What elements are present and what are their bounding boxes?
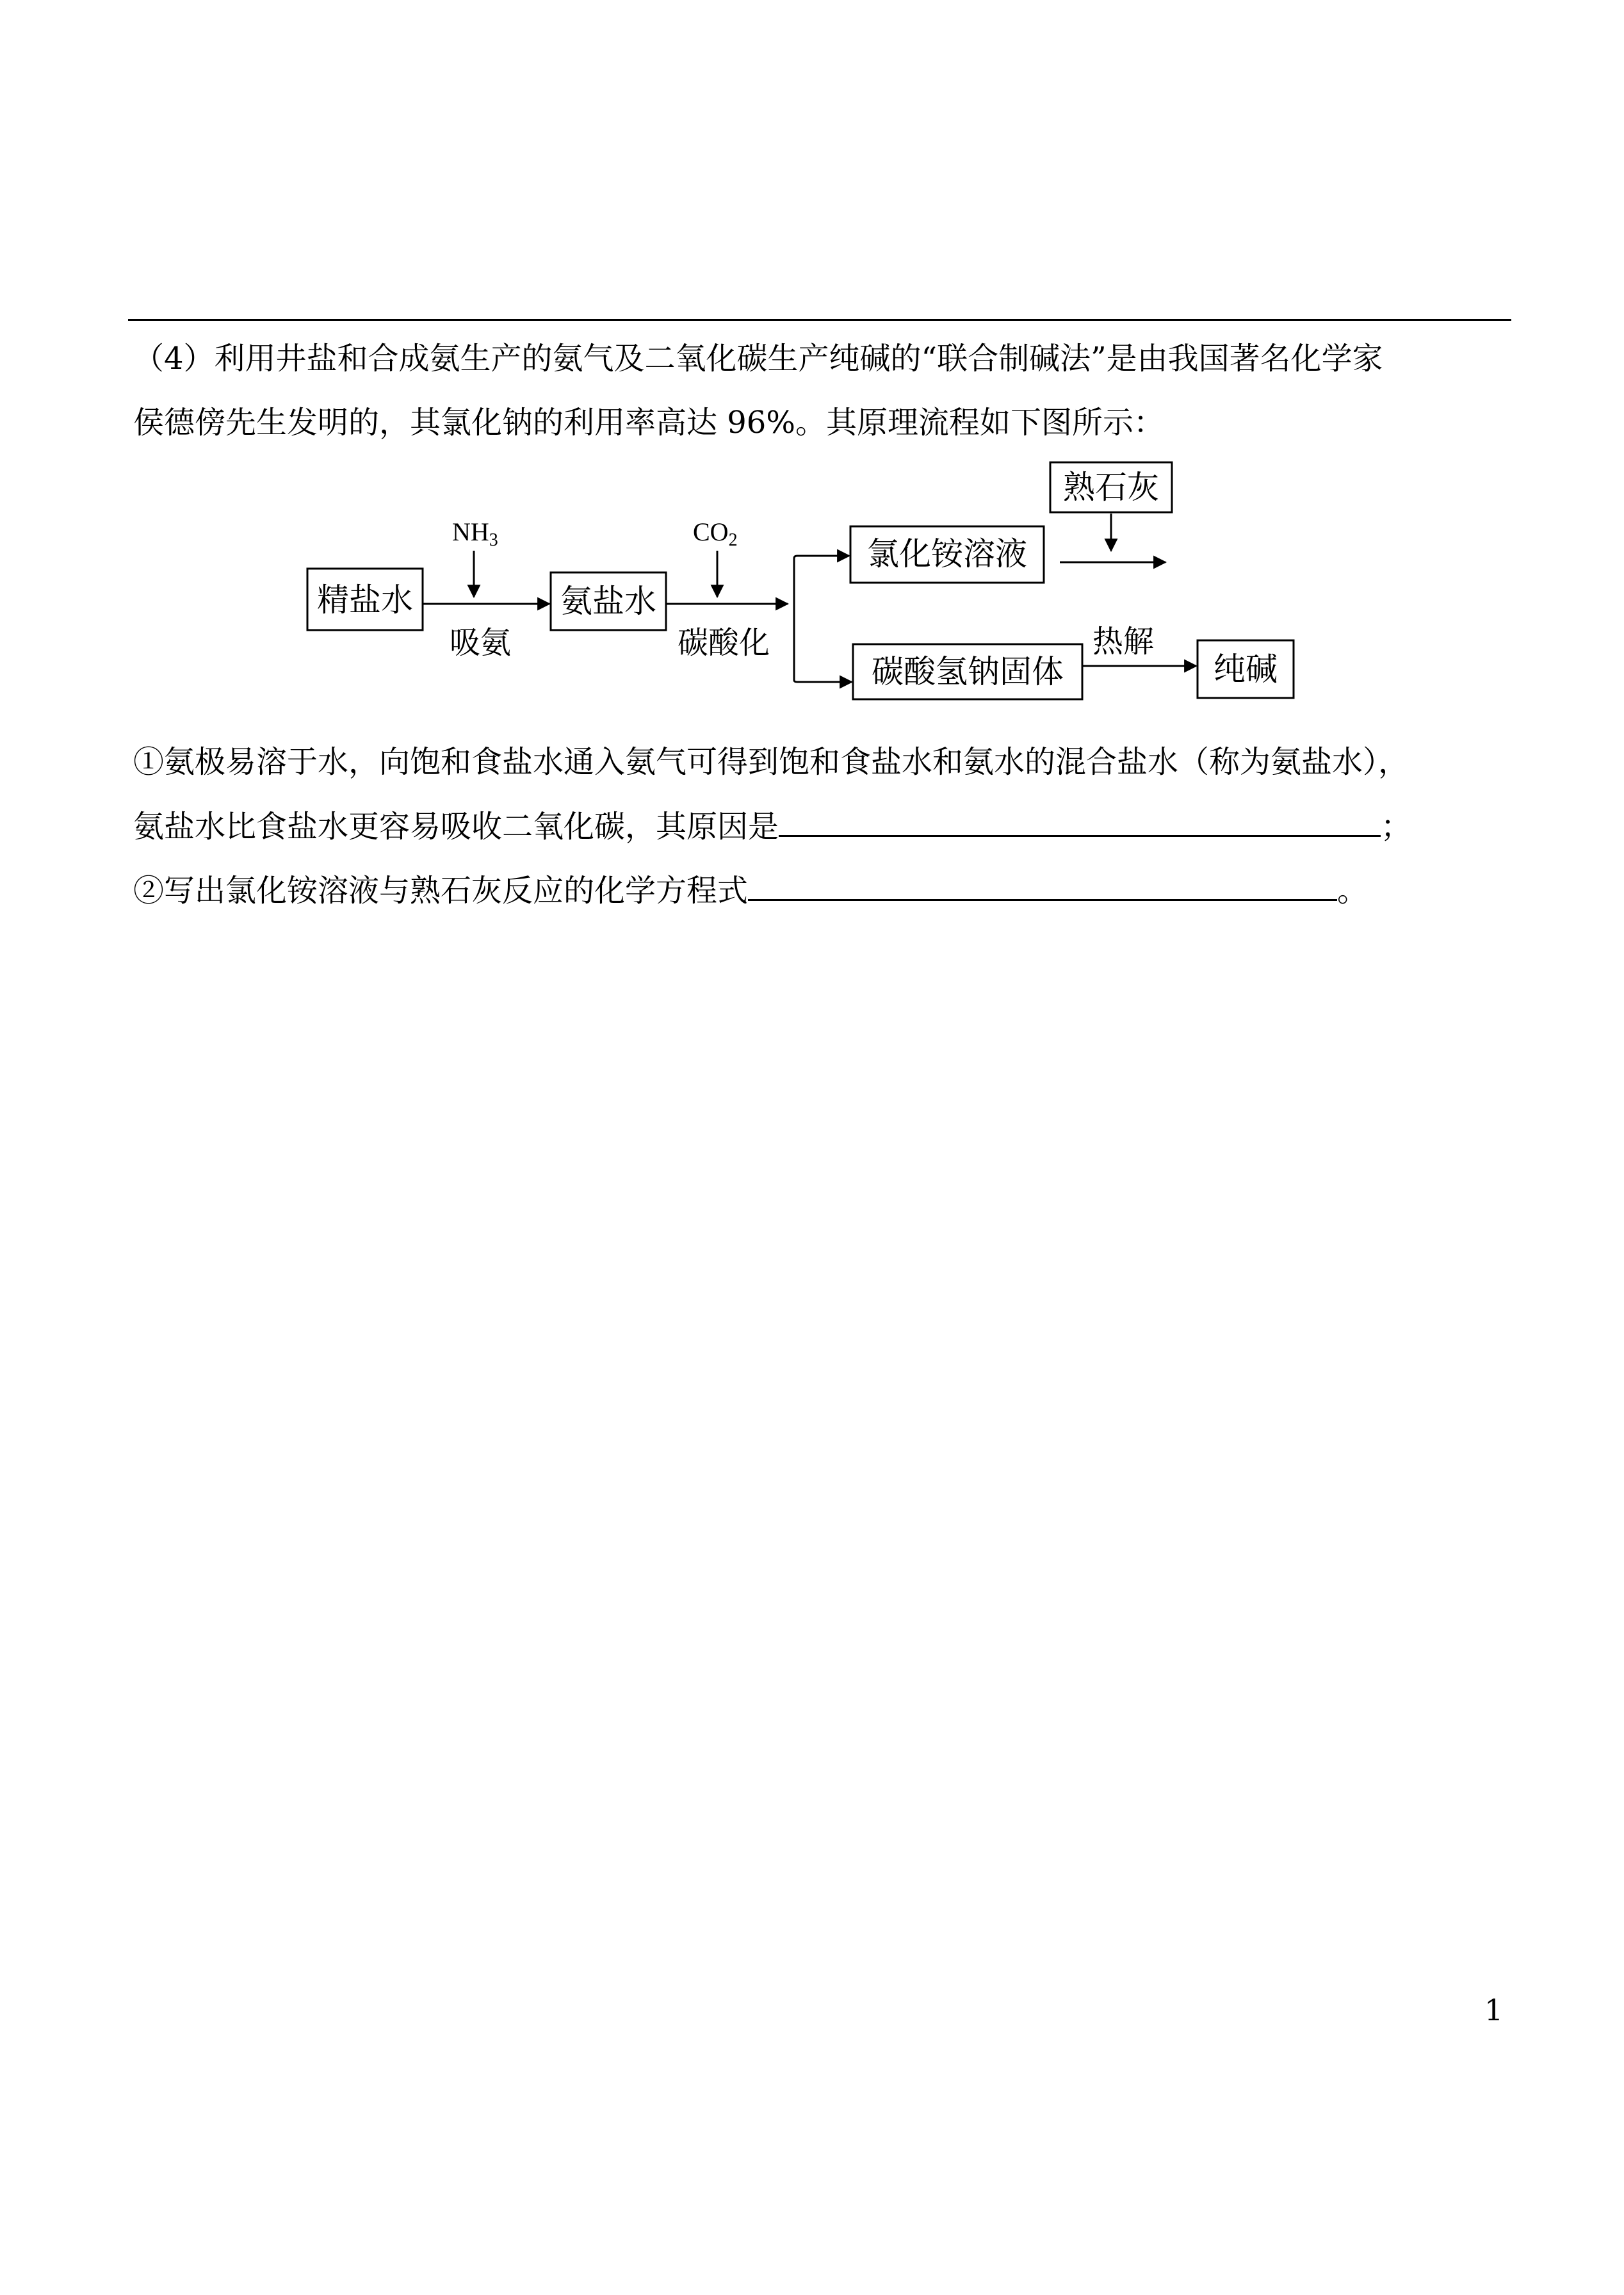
page-number: 1 bbox=[1484, 1993, 1504, 2027]
box-lvhuaan bbox=[850, 526, 1044, 583]
reagent-nh3: $NH_3$ bbox=[452, 517, 498, 550]
box-chunjian-label: 纯碱 bbox=[1214, 651, 1278, 688]
q2-line bbox=[133, 858, 1529, 922]
box-shushihui-label: 熟石灰 bbox=[1063, 469, 1159, 506]
subquestions bbox=[133, 730, 1529, 922]
reagent-co2: $CO_2$ bbox=[693, 517, 738, 550]
q1-line-2-suffix: ； bbox=[1381, 809, 1412, 845]
q1-line-2 bbox=[133, 794, 1529, 858]
condition-rejie: 热解 bbox=[1092, 624, 1155, 660]
box-lvhuaan-label: 氯化铵溶液 bbox=[867, 535, 1027, 572]
box-tansuanqingna bbox=[853, 644, 1082, 699]
q1-answer-blank[interactable] bbox=[779, 794, 1381, 837]
header-rule bbox=[128, 319, 1511, 321]
box-anyanshui-label: 氨盐水 bbox=[560, 583, 656, 620]
question-line-2: 侯德傍先生发明的，其氯化钠的利用率高达 96%。其原理流程如下图所示： bbox=[133, 405, 1164, 441]
box-chunjian bbox=[1198, 640, 1294, 698]
condition-xian: 吸氨 bbox=[449, 625, 512, 661]
box-jingyanshui-label: 精盐水 bbox=[317, 581, 413, 619]
box-jingyanshui bbox=[307, 569, 423, 630]
box-anyanshui bbox=[551, 572, 666, 630]
q2-suffix: 。 bbox=[1337, 873, 1368, 909]
process-flow-diagram bbox=[301, 448, 1313, 717]
q1-line-1: ①氨极易溶于水，向饱和食盐水通入氨气可得到饱和食盐水和氨水的混合盐水（称为氨盐水）， bbox=[133, 744, 1409, 780]
q1-line-2-text: 氨盐水比食盐水更容易吸收二氧化碳，其原因是 bbox=[133, 809, 779, 845]
condition-tansuanhua: 碳酸化 bbox=[677, 625, 770, 661]
question-paragraph bbox=[133, 327, 1529, 455]
q2-text: ②写出氯化铵溶液与熟石灰反应的化学方程式 bbox=[133, 873, 749, 909]
question-line-1: （4）利用井盐和合成氨生产的氨气及二氧化碳生产纯碱的“联合制碱法”是由我国著名化学家 bbox=[133, 341, 1383, 377]
box-shushihui bbox=[1050, 462, 1172, 512]
branch-line-down bbox=[794, 604, 797, 682]
box-tansuanqingna-label: 碳酸氢钠固体 bbox=[872, 653, 1064, 690]
branch-line-up bbox=[794, 556, 797, 604]
q2-answer-blank[interactable] bbox=[748, 858, 1337, 901]
